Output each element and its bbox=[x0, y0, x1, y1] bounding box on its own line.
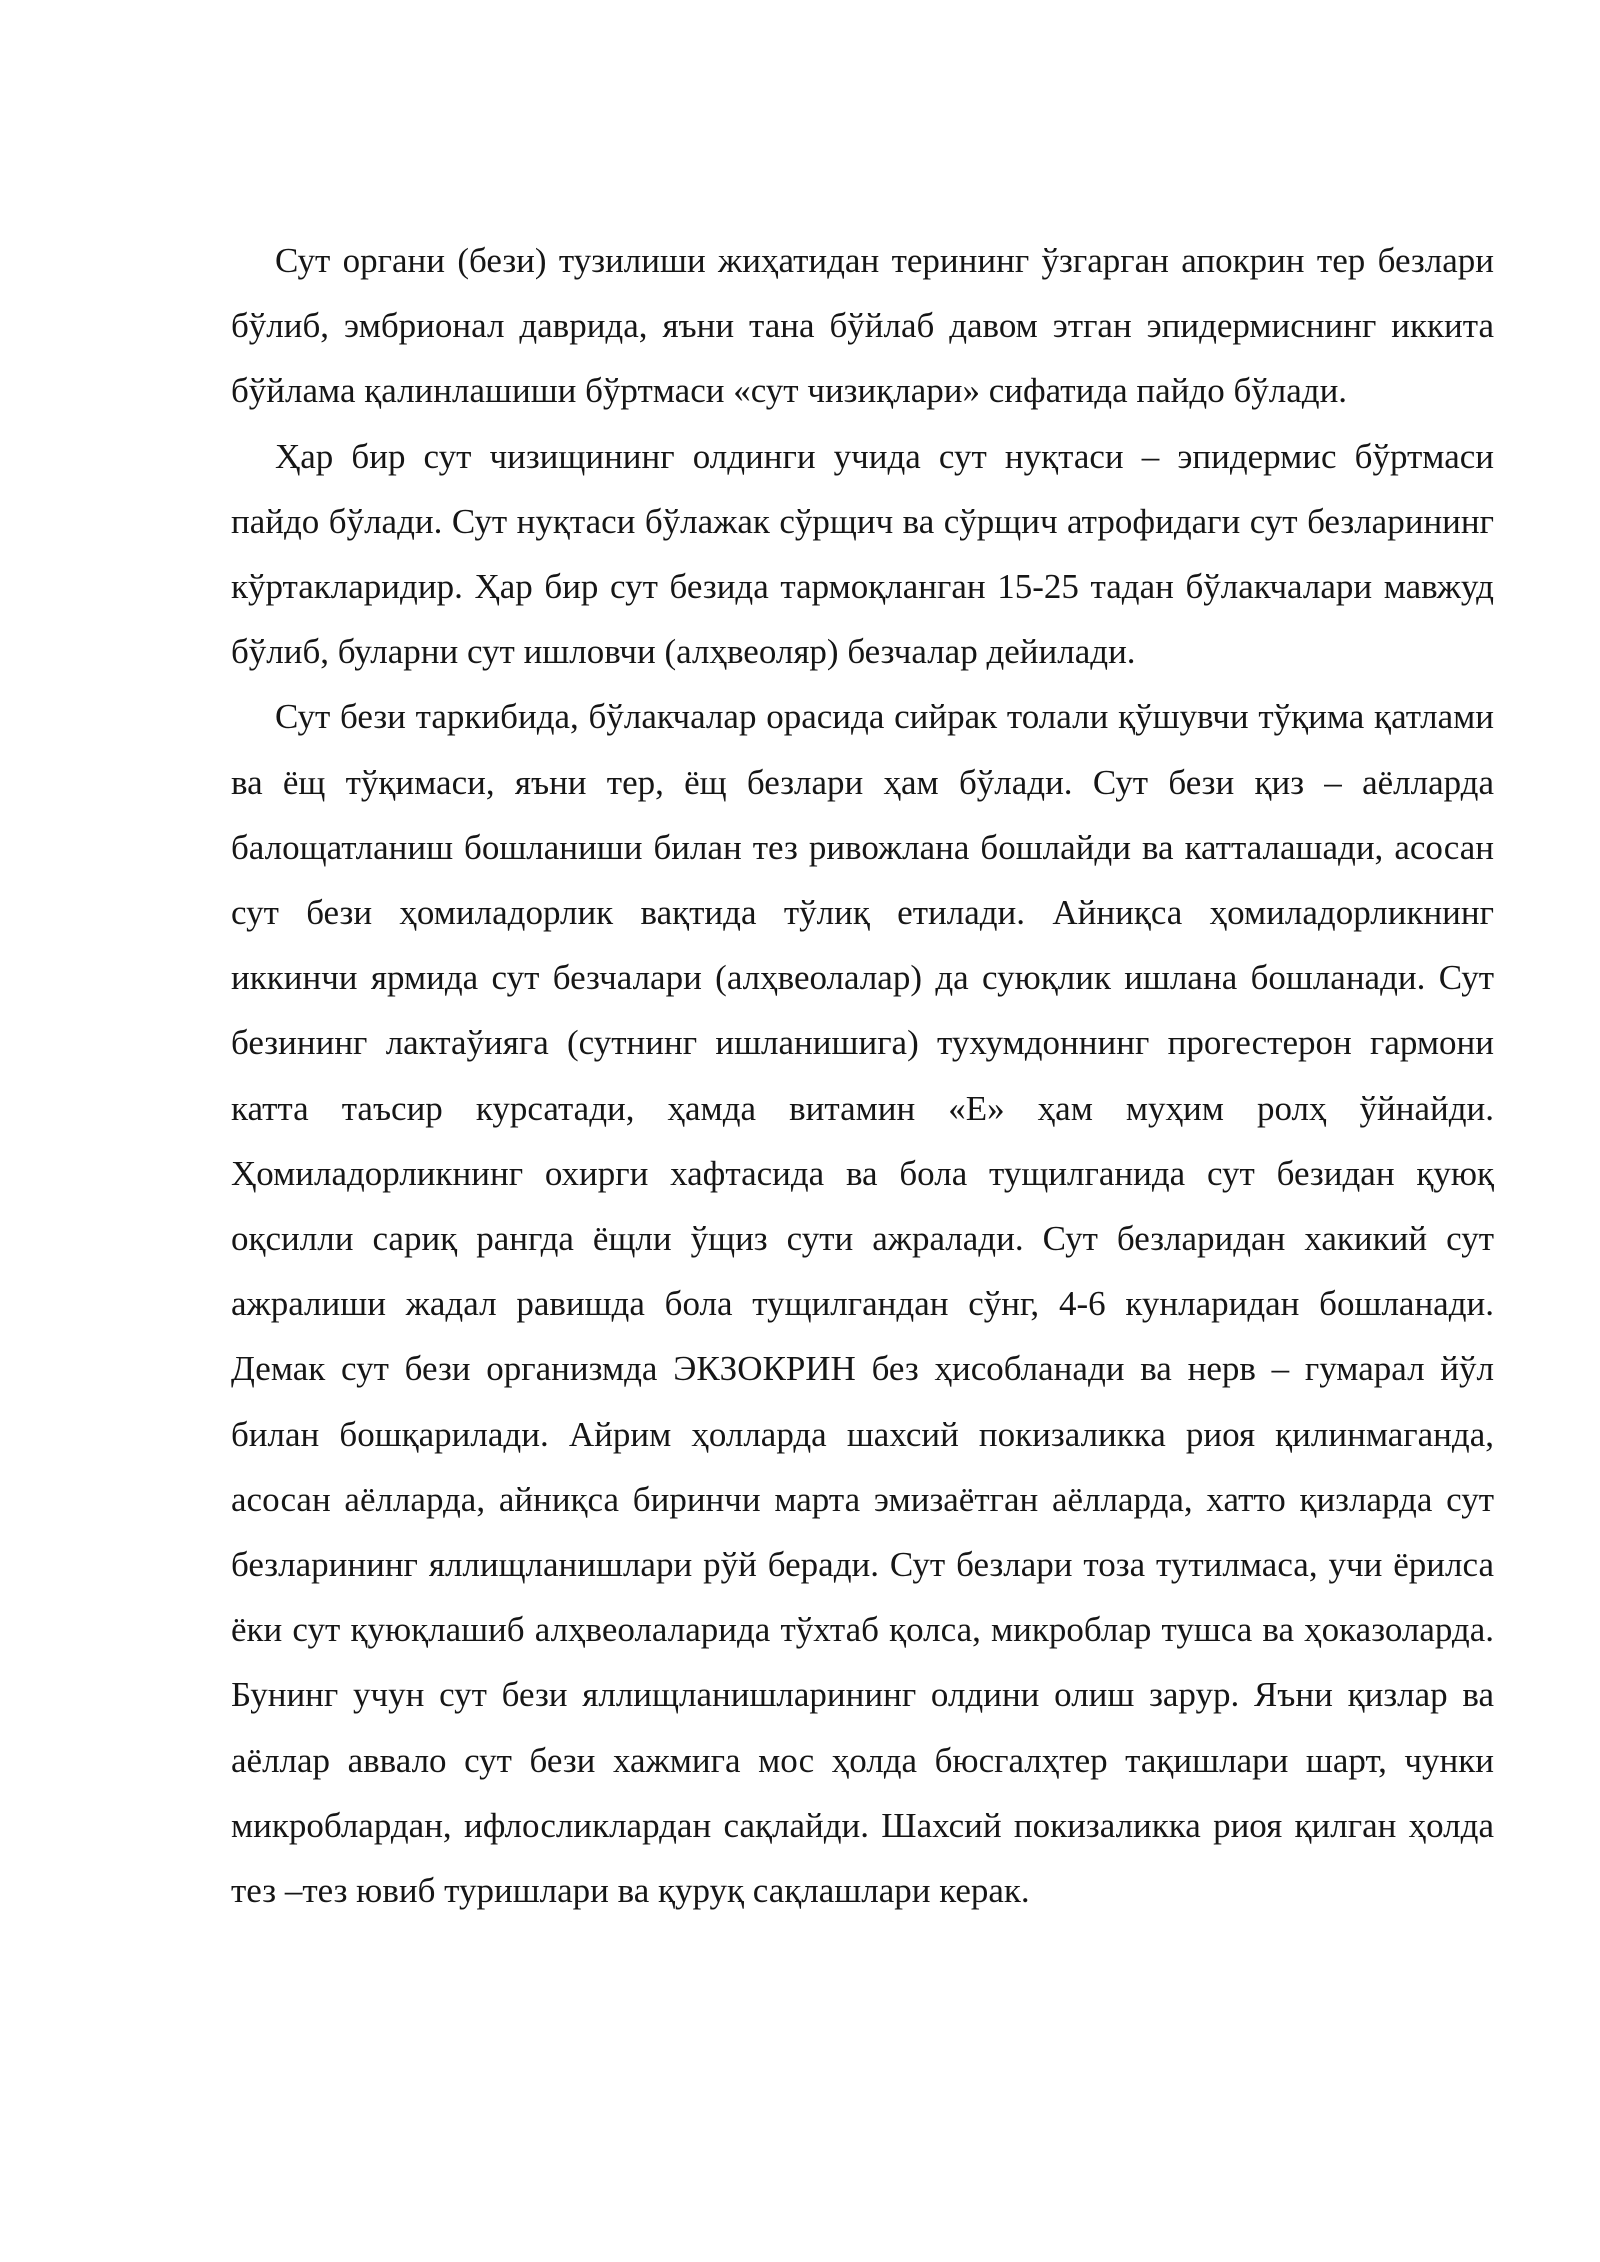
paragraph-1: Сут органи (бези) тузилиши жиҳатидан терининг ўзгарган апокрин тер безлари бўлиб, эмбрионал даврида, яъни тана бўйлаб давом этган эпидермиснинг иккита бўйлама қалинлашиши бўртмаси «сут чизиқлари» сифатида пайдо бўлади. bbox=[231, 241, 1494, 411]
paragraph-2: Ҳар бир сут чизищининг олдинги учида сут нуқтаси – эпидермис бўртмаси пайдо бўлади. Сут нуқтаси бўлажак сўрщич ва сўрщич атрофидаги сут безларининг кўртакларидир. Ҳар бир сут безида тармоқланган 15-25 тадан бўлакчалари мавжуд бўлиб, буларни сут ишловчи (алҳвеоляр) безчалар дейилади. bbox=[231, 436, 1494, 672]
document-body bbox=[231, 228, 1494, 1923]
paragraph-3: Сут бези таркибида, бўлакчалар орасида сийрак толали қўшувчи тўқима қатлами ва ёщ тўқимаси, яъни тер, ёщ безлари ҳам бўлади. Сут бези қиз – аёлларда балощатланиш бошланиши билан тез ривожлана бошлайди ва катталашади, асосан сут бези ҳомиладорлик вақтида тўлиқ етилади. Айниқса ҳомиладорликнинг иккинчи ярмида сут безчалари (алҳвеолалар) да суюқлик ишлана бошланади. Сут безининг лактаўияга (сутнинг ишланишига) тухумдоннинг прогестерон гармони катта таъсир курсатади, ҳамда витамин «Е» ҳам муҳим ролҳ ўйнайди. Ҳомиладорликнинг охирги хафтасида ва бола тущилганида сут безидан қуюқ оқсилли сариқ рангда ёщли ўщиз сути ажралади. Сут безларидан хакикий сут ажралиши жадал равишда бола тущилгандан сўнг, 4-6 кунларидан бошланади. Демак сут бези организмда ЭКЗОКРИН без ҳисобланади ва нерв – гумарал йўл билан бошқарилади. Айрим ҳолларда шахсий покизаликка риоя қилинмаганда, асосан аёлларда, айниқса биринчи марта эмизаётган аёлларда, хатто қизларда сут безларининг яллищланишлари рўй беради. Сут безлари тоза тутилмаса, учи ёрилса ёки сут қуюқлашиб алҳвеолаларида тўхтаб қолса, микроблар тушса ва ҳоказоларда. Бунинг учун сут бези яллищланишларининг олдини олиш зарур. Яъни қизлар ва аёллар аввало сут бези хажмига мос ҳолда бюсгалҳтер тақишлари шарт, чунки микроблардан, ифлосликлардан сақлайди. Шахсий покизаликка риоя қилган ҳолда тез –тез ювиб туришлари ва қуруқ сақлашлари керак. bbox=[231, 697, 1494, 1911]
